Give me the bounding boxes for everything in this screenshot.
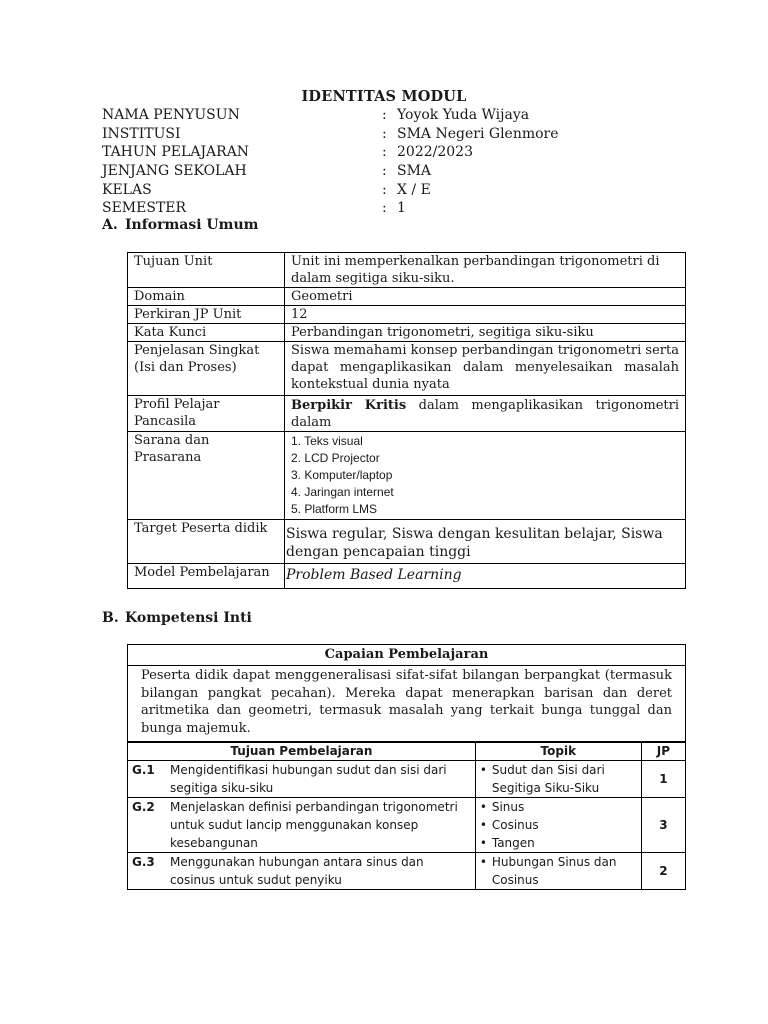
capaian-table xyxy=(127,644,686,743)
identity-row-semester xyxy=(102,199,702,218)
header-jp: JP xyxy=(641,742,685,761)
topic-text: Sinus xyxy=(491,800,525,814)
topic-text: Cosinus xyxy=(491,818,539,832)
list-item: 3. Komputer/laptop xyxy=(291,468,393,482)
table-row xyxy=(128,432,686,520)
section-title: Informasi Umum xyxy=(125,217,259,233)
table-row xyxy=(128,253,686,288)
sarana-list xyxy=(285,432,686,520)
section-number: B. xyxy=(102,610,119,626)
info-value: Siswa memahami konsep perbandingan trigonometri serta dapat mengaplikasikan dalam menyelesaikan masalah kontekstual dunia nyata xyxy=(285,342,686,396)
identity-colon: : xyxy=(382,107,387,123)
info-label: Penjelasan Singkat (Isi dan Proses) xyxy=(128,342,285,396)
identity-colon: : xyxy=(382,125,387,142)
table-row xyxy=(128,666,686,743)
list-item: 4. Jaringan internet xyxy=(291,485,394,499)
topic-cell xyxy=(475,853,641,890)
identity-block xyxy=(102,106,702,218)
document-title: IDENTITAS MODUL xyxy=(301,88,467,105)
identity-label: NAMA PENYUSUN xyxy=(102,107,240,123)
identity-value: Yoyok Yuda Wijaya xyxy=(397,107,530,123)
identity-label: SEMESTER xyxy=(102,200,187,217)
objective-code: G.1 xyxy=(132,763,155,777)
topic-text: Hubungan Sinus dan Cosinus xyxy=(491,855,617,887)
identity-value: SMA xyxy=(397,163,432,180)
identity-label: JENJANG SEKOLAH xyxy=(102,163,247,180)
table-row xyxy=(128,853,686,890)
identity-row-tahun xyxy=(102,143,702,162)
info-value xyxy=(285,396,686,432)
topic-text: Sudut dan Sisi dari Segitiga Siku-Siku xyxy=(491,763,605,795)
topic-cell xyxy=(475,761,641,798)
section-title: Kompetensi Inti xyxy=(125,610,252,626)
bullet-icon: • xyxy=(479,800,487,814)
list-item xyxy=(480,834,637,852)
profil-bold: Berpikir Kritis xyxy=(291,398,407,413)
info-label: Sarana dan Prasarana xyxy=(128,432,285,520)
table-row xyxy=(128,520,686,564)
profil-rest: dalam mengaplikasikan trigonometri dalam xyxy=(291,398,680,430)
identity-row-kelas xyxy=(102,181,702,200)
capaian-header: Capaian Pembelajaran xyxy=(128,645,686,666)
identity-label: KELAS xyxy=(102,181,152,198)
objective-code: G.2 xyxy=(132,800,155,814)
jp-value: 1 xyxy=(641,761,685,798)
objective-code: G.3 xyxy=(132,855,155,869)
objective-text: Menjelaskan definisi perbandingan trigonometri untuk sudut lancip menggunakan konsep kesebangunan xyxy=(170,800,458,850)
table-row xyxy=(128,564,686,589)
identity-label: TAHUN PELAJARAN xyxy=(102,144,250,161)
table-row xyxy=(128,396,686,432)
identity-row-institusi xyxy=(102,125,702,144)
section-a-heading xyxy=(102,217,258,233)
table-row xyxy=(128,761,686,798)
identity-row-nama xyxy=(102,106,702,125)
info-value: Problem Based Learning xyxy=(285,564,686,589)
table-row xyxy=(128,288,686,306)
list-item: 5. Platform LMS xyxy=(291,502,378,516)
identity-label: INSTITUSI xyxy=(102,125,181,142)
info-label: Model Pembelajaran xyxy=(128,564,285,589)
section-b-heading xyxy=(102,610,252,626)
header-tujuan: Tujuan Pembelajaran xyxy=(128,742,476,761)
bullet-icon: • xyxy=(479,763,487,777)
objective-text: Menggunakan hubungan antara sinus dan cosinus untuk sudut penyiku xyxy=(170,855,424,887)
info-label: Perkiran JP Unit xyxy=(128,306,285,324)
table-row xyxy=(128,645,686,666)
objective-cell xyxy=(128,798,476,853)
bullet-icon: • xyxy=(479,855,487,869)
info-label: Tujuan Unit xyxy=(128,253,285,288)
list-item xyxy=(480,816,637,834)
bullet-icon: • xyxy=(479,818,487,832)
identity-row-jenjang xyxy=(102,162,702,181)
identity-value: X / E xyxy=(397,181,431,198)
list-item xyxy=(480,798,637,816)
identity-value: 1 xyxy=(397,200,406,217)
objective-cell xyxy=(128,853,476,890)
table-row xyxy=(128,306,686,324)
info-value: Unit ini memperkenalkan perbandingan trigonometri di dalam segitiga siku-siku. xyxy=(285,253,686,288)
capaian-text: Peserta didik dapat menggeneralisasi sifat-sifat bilangan berpangkat (termasuk bilangan pangkat pecahan). Mereka dapat menerapkan barisan dan deret aritmetika dan geometri, termasuk masalah yang terkait bunga tunggal dan bunga majemuk. xyxy=(128,666,686,743)
info-label: Profil Pelajar Pancasila xyxy=(128,396,285,432)
info-label: Target Peserta didik xyxy=(128,520,285,564)
objective-text: Mengidentifikasi hubungan sudut dan sisi dari segitiga siku-siku xyxy=(170,763,447,795)
header-topik: Topik xyxy=(475,742,641,761)
identity-colon: : xyxy=(382,163,387,180)
table-row xyxy=(128,342,686,396)
bullet-icon: • xyxy=(479,836,487,850)
table-header-row xyxy=(128,742,686,761)
topic-cell xyxy=(475,798,641,853)
info-label: Kata Kunci xyxy=(128,324,285,342)
info-value: Siswa regular, Siswa dengan kesulitan belajar, Siswa dengan pencapaian tinggi xyxy=(285,520,686,564)
list-item: 1. Teks visual xyxy=(291,434,363,448)
table-row xyxy=(128,324,686,342)
jp-value: 2 xyxy=(641,853,685,890)
identity-value: 2022/2023 xyxy=(397,144,473,161)
general-info-table xyxy=(127,252,686,589)
info-label: Domain xyxy=(128,288,285,306)
identity-colon: : xyxy=(382,144,387,161)
identity-colon: : xyxy=(382,181,387,198)
info-value: Perbandingan trigonometri, segitiga siku-siku xyxy=(285,324,686,342)
jp-value: 3 xyxy=(641,798,685,853)
learning-objectives-table xyxy=(127,741,686,890)
section-number: A. xyxy=(102,217,118,233)
list-item xyxy=(480,761,637,797)
identity-value: SMA Negeri Glenmore xyxy=(397,125,559,142)
list-item: 2. LCD Projector xyxy=(291,451,380,465)
table-row xyxy=(128,798,686,853)
info-value: Geometri xyxy=(285,288,686,306)
info-value: 12 xyxy=(285,306,686,324)
identity-colon: : xyxy=(382,200,387,217)
list-item xyxy=(480,853,637,889)
topic-text: Tangen xyxy=(491,836,535,850)
objective-cell xyxy=(128,761,476,798)
